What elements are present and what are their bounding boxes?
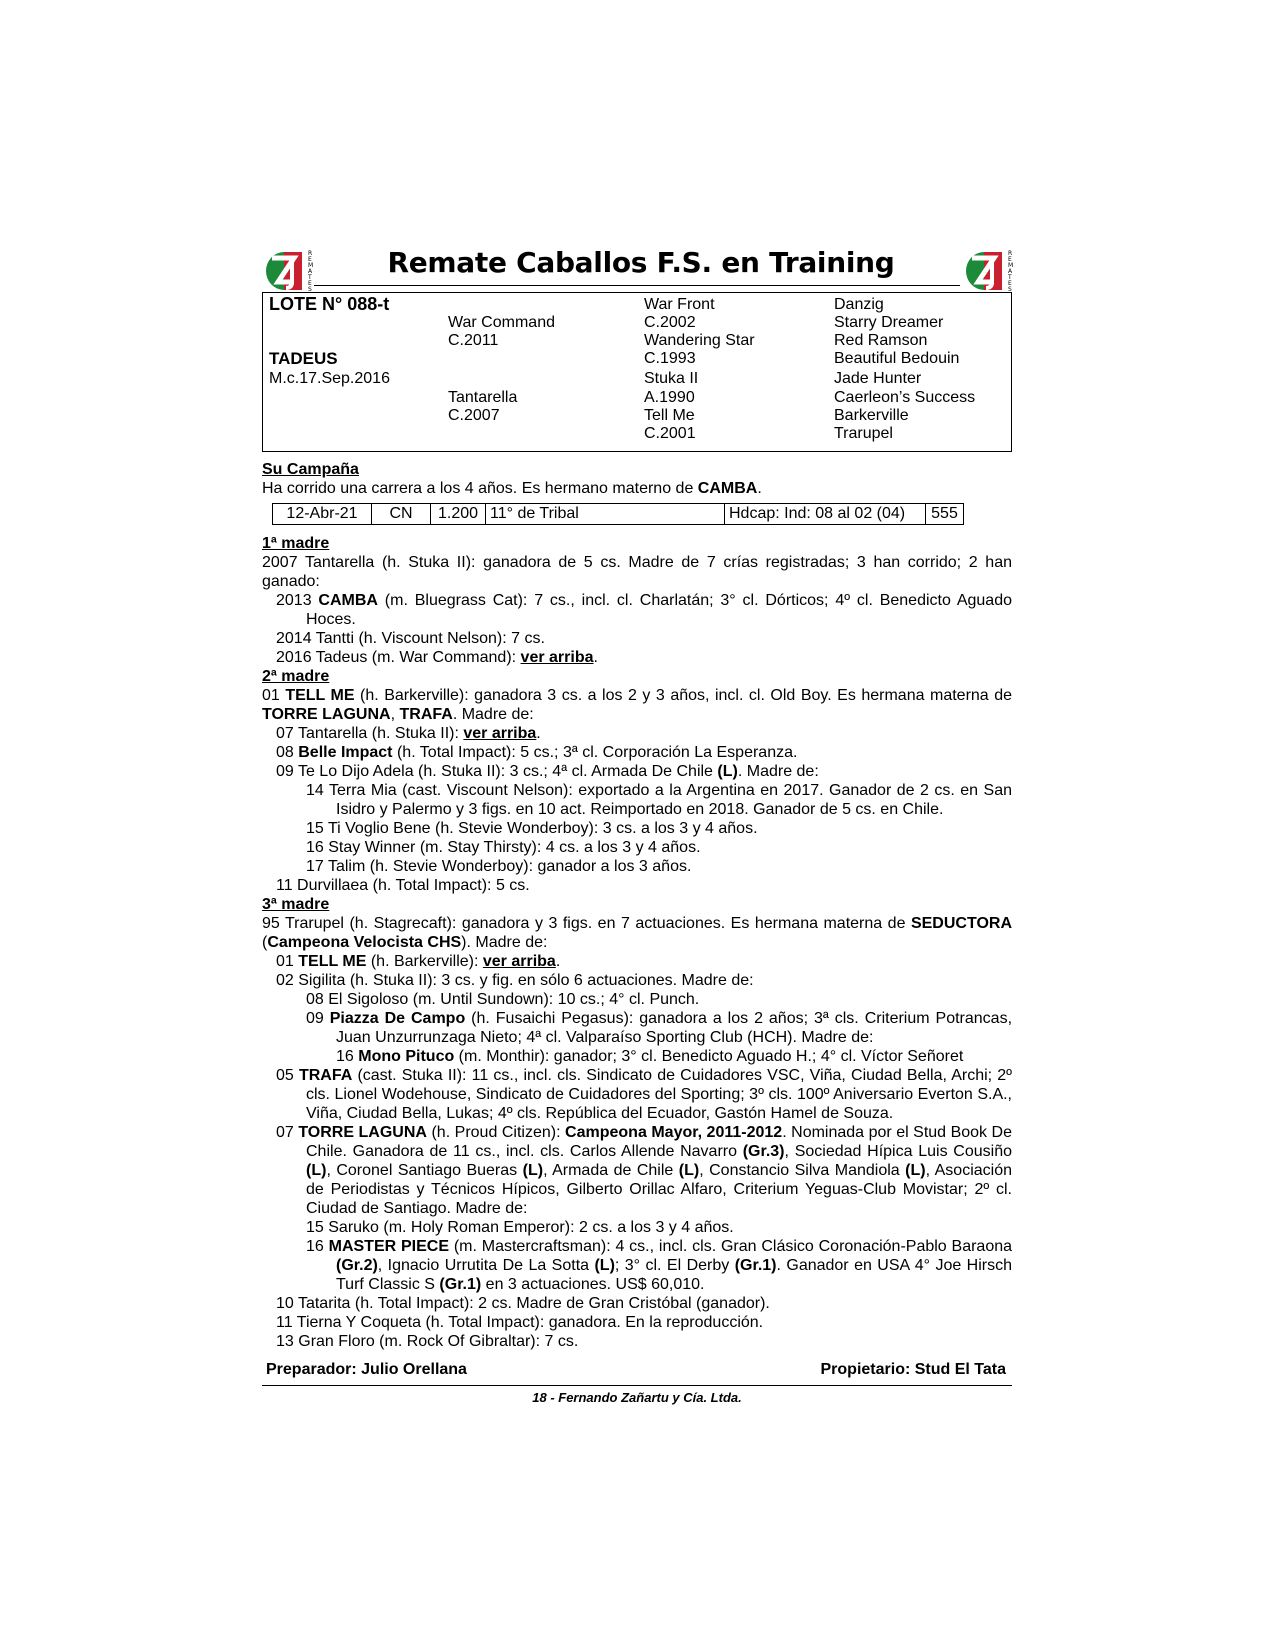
trainer-label: Preparador: Julio Orellana [266, 1361, 467, 1378]
race-result: 11° de Tribal [486, 504, 725, 524]
svg-text:E: E [1008, 256, 1012, 263]
svg-text:A: A [308, 268, 313, 275]
third-dam-produce: 11 Tierna Y Coqueta (h. Total Impact): ganadora. En la reproducción. [276, 1314, 764, 1331]
grand-produce: 17 Talim (h. Stevie Wonderboy): ganador a los 3 años. [306, 858, 692, 875]
svg-text:E: E [308, 256, 312, 263]
first-dam-intro: 2007 Tantarella (h. Stuka II): ganadora de 5 cs. Madre de 7 crías registradas; 3 han corrido; 2 han ganado: [262, 554, 1012, 590]
second-dam-section [262, 667, 1012, 895]
second-dam-produce: 08 Belle Impact (h. Total Impact): 5 cs.; 3ª cl. Corporación La Esperanza. [276, 744, 798, 761]
dam-info: C.2007 [448, 407, 500, 424]
race-distance: 1.200 [431, 504, 486, 524]
grand-produce: 16 Stay Winner (m. Stay Thirsty): 4 cs. a los 3 y 4 años. [306, 839, 701, 856]
dam-dam: Tell Me [644, 407, 695, 424]
sire-dam: Wandering Star [644, 332, 755, 349]
svg-text:S: S [308, 286, 312, 292]
footer-rule [262, 1385, 1012, 1386]
first-dam-produce: 2013 CAMBA (m. Bluegrass Cat): 7 cs., incl. cl. Charlatán; 3° cl. Dórticos; 4º cl. Benedicto Aguado Hoces. [276, 592, 1012, 628]
sire-sire-info: C.2002 [644, 314, 696, 331]
dam-dam-info: C.2001 [644, 425, 696, 442]
race-condition: Hdcap: Ind: 08 al 02 (04) [725, 504, 926, 524]
grand-produce: 14 Terra Mia (cast. Viscount Nelson): exportado a la Argentina en 2017. Ganador de 2 cs. en San Isidro y Palermo y 3 figs. en 10 act. Reimportado en 2018. Ganador de 5 cs. en Chile. [306, 782, 1012, 818]
third-dam-produce: 05 TRAFA (cast. Stuka II): 11 cs., incl. cls. Sindicato de Cuidadores VSC, Viña, Ciudad Bella, Archi; 2º cls. Lionel Wodehouse, Sindicato de Cuidadores del Sporting; 3º cls. 100º Aniversario Everton S.A., Viña, Ciudad Bella, Lukas; 4º cls. República del Ecuador, Gastón Hamel de Souza. [276, 1067, 1012, 1122]
third-dam-intro: 95 Trarupel (h. Stagrecaft): ganadora y 3 figs. en 7 actuaciones. Es hermana materna de SEDUCTORA (Campeona Velocista CHS). Madre de: [262, 915, 1012, 951]
third-dam-produce: 02 Sigilita (h. Stuka II): 3 cs. y fig. en sólo 6 actuaciones. Madre de: [276, 972, 754, 989]
second-dam-produce: 11 Durvillaea (h. Total Impact): 5 cs. [276, 877, 530, 894]
second-dam-produce: 09 Te Lo Dijo Adela (h. Stuka II): 3 cs.; 4ª cl. Armada De Chile (L). Madre de: [276, 763, 819, 780]
race-track: CN [372, 504, 431, 524]
dam-sire: Stuka II [644, 370, 699, 387]
page-header [262, 240, 1012, 292]
first-dam-produce: 2016 Tadeus (m. War Command): ver arriba. [276, 649, 598, 666]
third-dam-produce: 07 TORRE LAGUNA (h. Proud Citizen): Campeona Mayor, 2011-2012. Nominada por el Stud Book De Chile. Ganadora de 11 cs., incl. cls. Carlos Allende Navarro (Gr.3), Sociedad Hípica Luis Cousiño (L), Coronel Santiago Bueras (L), Armada de Chile (L), Constancio Silva Mandiola (L), Asociación de Periodistas y Técnicos Hípicos, Gilberto Orillac Alfaro, Criterium Yeguas-Club Movistar; 2º cl. Ciudad de Santiago. Madre de: [276, 1124, 1013, 1217]
lot-footer [262, 1361, 1012, 1385]
page-title: Remate Caballos F.S. en Training [387, 246, 895, 279]
ancestor-7: Barkerville [834, 407, 909, 424]
owner-label: Propietario: Stud El Tata [820, 1361, 1006, 1378]
campaign-text: Ha corrido una carrera a los 4 años. Es hermano materno de CAMBA. [262, 480, 762, 497]
horse-info: M.c.17.Sep.2016 [269, 370, 390, 387]
first-dam-produce: 2014 Tantti (h. Viscount Nelson): 7 cs. [276, 630, 545, 647]
third-dam-produce: 01 TELL ME (h. Barkerville): ver arriba. [276, 953, 561, 970]
grand-produce: 15 Saruko (m. Holy Roman Emperor): 2 cs. a los 3 y 4 años. [306, 1219, 734, 1236]
dam-sire-info: A.1990 [644, 389, 695, 406]
page-footer: 18 - Fernando Zañartu y Cía. Ltda. [532, 1390, 742, 1405]
sire-info: C.2011 [448, 332, 499, 349]
svg-text:A: A [1008, 268, 1013, 275]
remates-logo-right [964, 246, 1016, 292]
sire: War Command [448, 314, 555, 331]
dam: Tantarella [448, 389, 518, 406]
great-grand-produce: 16 Mono Pituco (m. Monthir): ganador; 3° cl. Benedicto Aguado H.; 4° cl. Víctor Señoret [336, 1048, 964, 1065]
lote-number: LOTE N° 088-t [269, 294, 390, 314]
campaign-section [262, 460, 1012, 525]
second-dam-heading: 2ª madre [262, 668, 330, 685]
third-dam-section [262, 895, 1012, 1351]
grand-produce: 08 El Sigoloso (m. Until Sundown): 10 cs.; 4° cl. Punch. [306, 991, 700, 1008]
ancestor-1: Danzig [834, 296, 884, 313]
header-rule [314, 285, 960, 286]
svg-text:T: T [1008, 274, 1012, 281]
third-dam-produce: 13 Gran Floro (m. Rock Of Gibraltar): 7 cs. [276, 1333, 579, 1350]
second-dam-intro: 01 TELL ME (h. Barkerville): ganadora 3 cs. a los 2 y 3 años, incl. cl. Old Boy. Es hermana materna de TORRE LAGUNA, TRAFA. Madre de: [262, 687, 1012, 723]
ancestor-6: Caerleon’s Success [834, 389, 976, 406]
svg-text:S: S [1008, 286, 1012, 292]
pedigree-box [262, 292, 1012, 452]
svg-text:M: M [1008, 262, 1014, 269]
second-dam-produce: 07 Tantarella (h. Stuka II): ver arriba. [276, 725, 541, 742]
grand-produce: 15 Ti Voglio Bene (h. Stevie Wonderboy): 3 cs. a los 3 y 4 años. [306, 820, 758, 837]
svg-text:T: T [308, 274, 312, 281]
sire-sire: War Front [644, 296, 715, 313]
ancestor-4: Beautiful Bedouin [834, 350, 960, 367]
third-dam-produce: 10 Tatarita (h. Total Impact): 2 cs. Madre de Gran Cristóbal (ganador). [276, 1295, 770, 1312]
svg-text:R: R [308, 250, 313, 257]
ancestor-8: Trarupel [834, 425, 893, 442]
first-dam-heading: 1ª madre [262, 535, 330, 552]
svg-text:M: M [308, 262, 314, 269]
horse-name: TADEUS [269, 349, 338, 368]
race-number: 555 [931, 505, 958, 522]
svg-text:E: E [308, 280, 312, 287]
first-dam-section [262, 534, 1012, 667]
ancestor-3: Red Ramson [834, 332, 928, 349]
svg-text:E: E [1008, 280, 1012, 287]
ancestor-2: Starry Dreamer [834, 314, 944, 331]
campaign-heading: Su Campaña [262, 461, 359, 478]
race-record-row [272, 503, 964, 525]
remates-logo-left [264, 246, 316, 292]
grand-produce: 16 MASTER PIECE (m. Mastercraftsman): 4 cs., incl. cls. Gran Clásico Coronación-Pablo Baraona (Gr.2), Ignacio Urrutita De La Sotta (L); 3° cl. El Derby (Gr.1). Ganador en USA 4° Joe Hirsch Turf Classic S (Gr.1) en 3 actuaciones. US$ 60,010. [306, 1238, 1013, 1293]
sire-dam-info: C.1993 [644, 350, 696, 367]
race-date: 12-Abr-21 [273, 504, 372, 524]
catalog-page [262, 240, 1012, 1405]
third-dam-heading: 3ª madre [262, 896, 330, 913]
ancestor-5: Jade Hunter [834, 370, 922, 387]
grand-produce: 09 Piazza De Campo (h. Fusaichi Pegasus): ganadora a los 2 años; 3ª cls. Criterium Potrancas, Juan Unzurrunzaga Nieto; 4ª cl. Valparaíso Sporting Club (HCH). Madre de: [306, 1010, 1013, 1046]
svg-text:R: R [1008, 250, 1013, 257]
